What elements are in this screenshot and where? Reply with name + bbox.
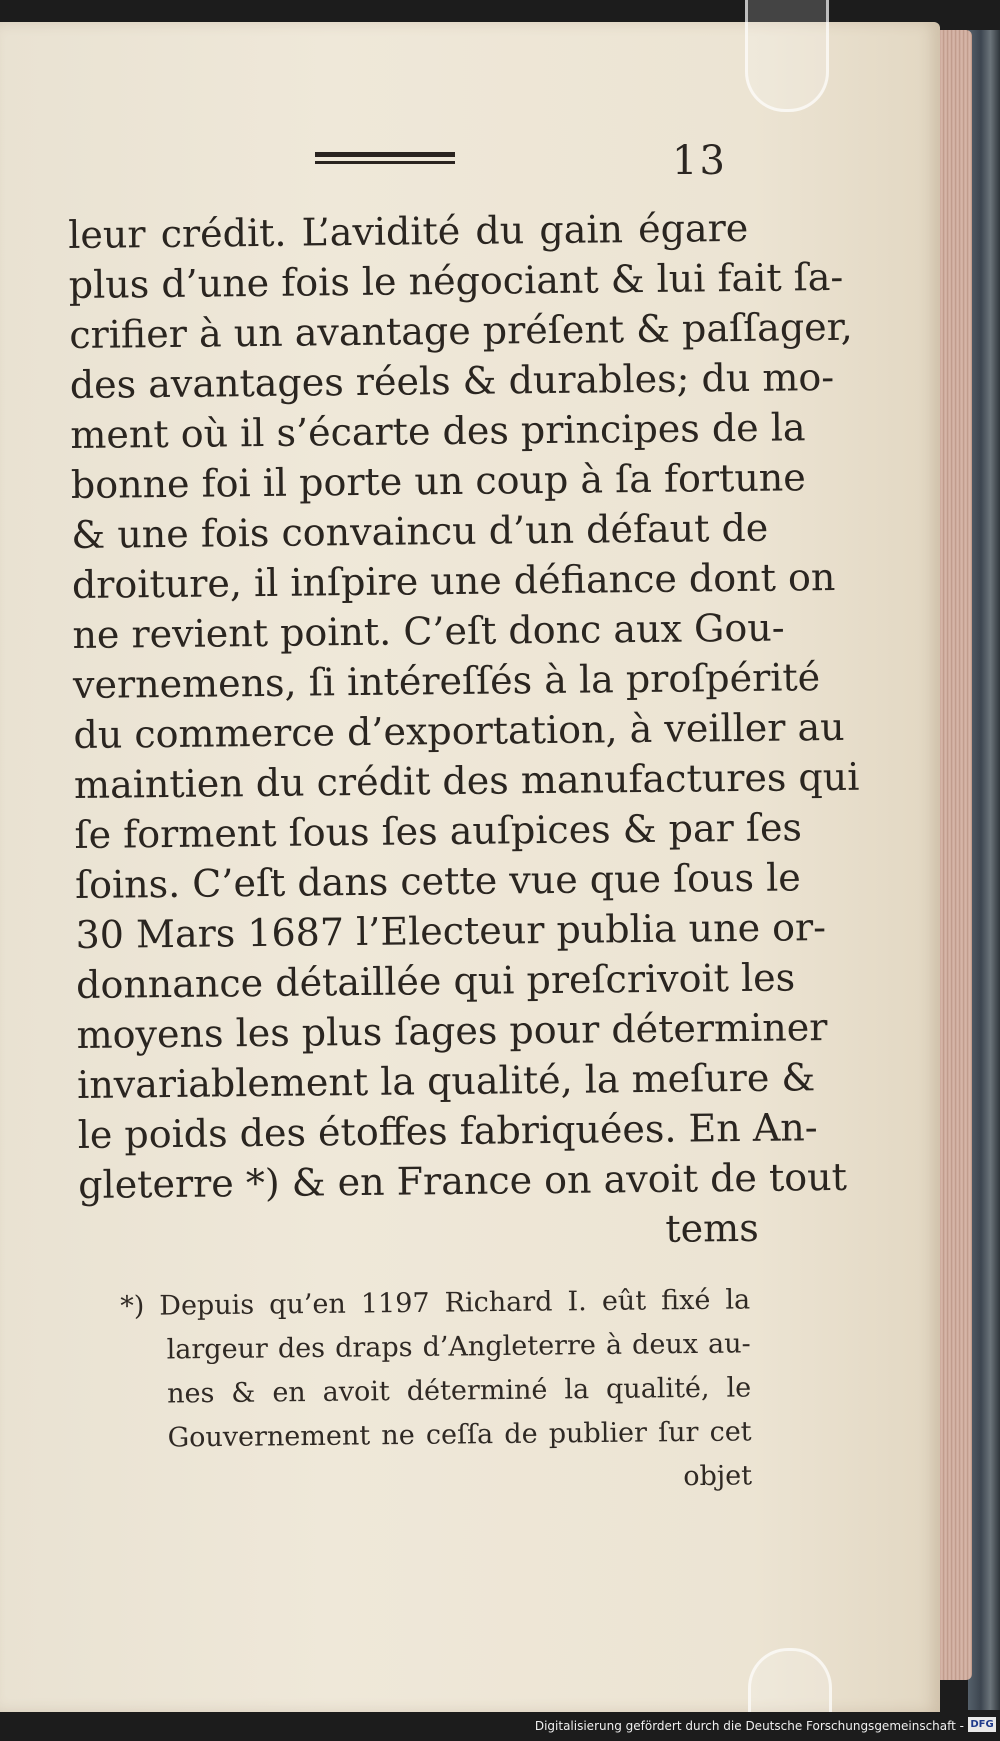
text-line: des avantages réels & durables; du mo- — [69, 354, 835, 407]
catchword: tems — [665, 1205, 759, 1251]
text-line: & une fois convaincu d’un défaut de — [71, 505, 769, 557]
text-line: du commerce d’exportation, à veiller au — [73, 704, 845, 757]
text-line: invariablement la qualité, la meſure & — [76, 1055, 816, 1107]
body-text — [68, 203, 860, 1260]
text-line: ſoins. C’eſt dans cette vue que ſous le — [74, 855, 801, 907]
text-line: vernemens, ſi intéreſſés à la proſpérité — [72, 655, 821, 707]
digitization-credit: Digitalisierung gefördert durch die Deutsche Forschungsgemeinschaft - — [534, 1719, 964, 1733]
header-rule — [315, 152, 455, 164]
text-line: ment où il s’écarte des principes de la — [70, 405, 806, 457]
page-number: 13 — [672, 138, 727, 184]
footnote-line: *) Depuis qu’en 1197 Richard I. eût fixé la — [120, 1284, 751, 1322]
text-line: ne revient point. C’eſt donc aux Gou- — [72, 605, 785, 657]
text-line: bonne foi il porte un coup à ſa fortune — [70, 455, 806, 507]
book-binding — [968, 30, 1000, 1710]
glass-clip-top — [745, 0, 829, 112]
text-line: le poids des étoffes fabriquées. En An- — [77, 1105, 818, 1157]
dfg-logo: DFG — [968, 1717, 996, 1732]
text-line: gleterre *) & en France on avoit de tout — [77, 1154, 848, 1207]
footnote-line: largeur des draps d’Angleterre à deux au- — [166, 1328, 751, 1366]
text-line: crifier à un avantage préſent & paſſager, — [69, 304, 853, 357]
text-line: ſe forment ſous ſes auſpices & par ſes — [74, 805, 803, 857]
text-line: 30 Mars 1687 l’Electeur publia une or- — [75, 905, 827, 957]
text-line: plus d’une fois le négociant & lui fait ſa- — [68, 254, 844, 307]
text-line: leur crédit. L’avidité du gain égare — [68, 205, 749, 257]
text-line: moyens les plus ſages pour déterminer — [76, 1005, 828, 1057]
footnote — [120, 1278, 752, 1505]
text-line: donnance détaillée qui preſcrivoit les — [75, 955, 796, 1007]
footnote-line: Gouvernement ne ceſſa de publier ſur cet — [167, 1416, 752, 1454]
footnote-line: nes & en avoit déterminé la qualité, le — [166, 1372, 752, 1410]
text-line: maintien du crédit des manufactures qui — [73, 754, 860, 807]
footnote-catchword: objet — [683, 1460, 753, 1493]
page-edges — [936, 30, 972, 1680]
text-line: droiture, il inſpire une défiance dont on — [71, 554, 836, 607]
